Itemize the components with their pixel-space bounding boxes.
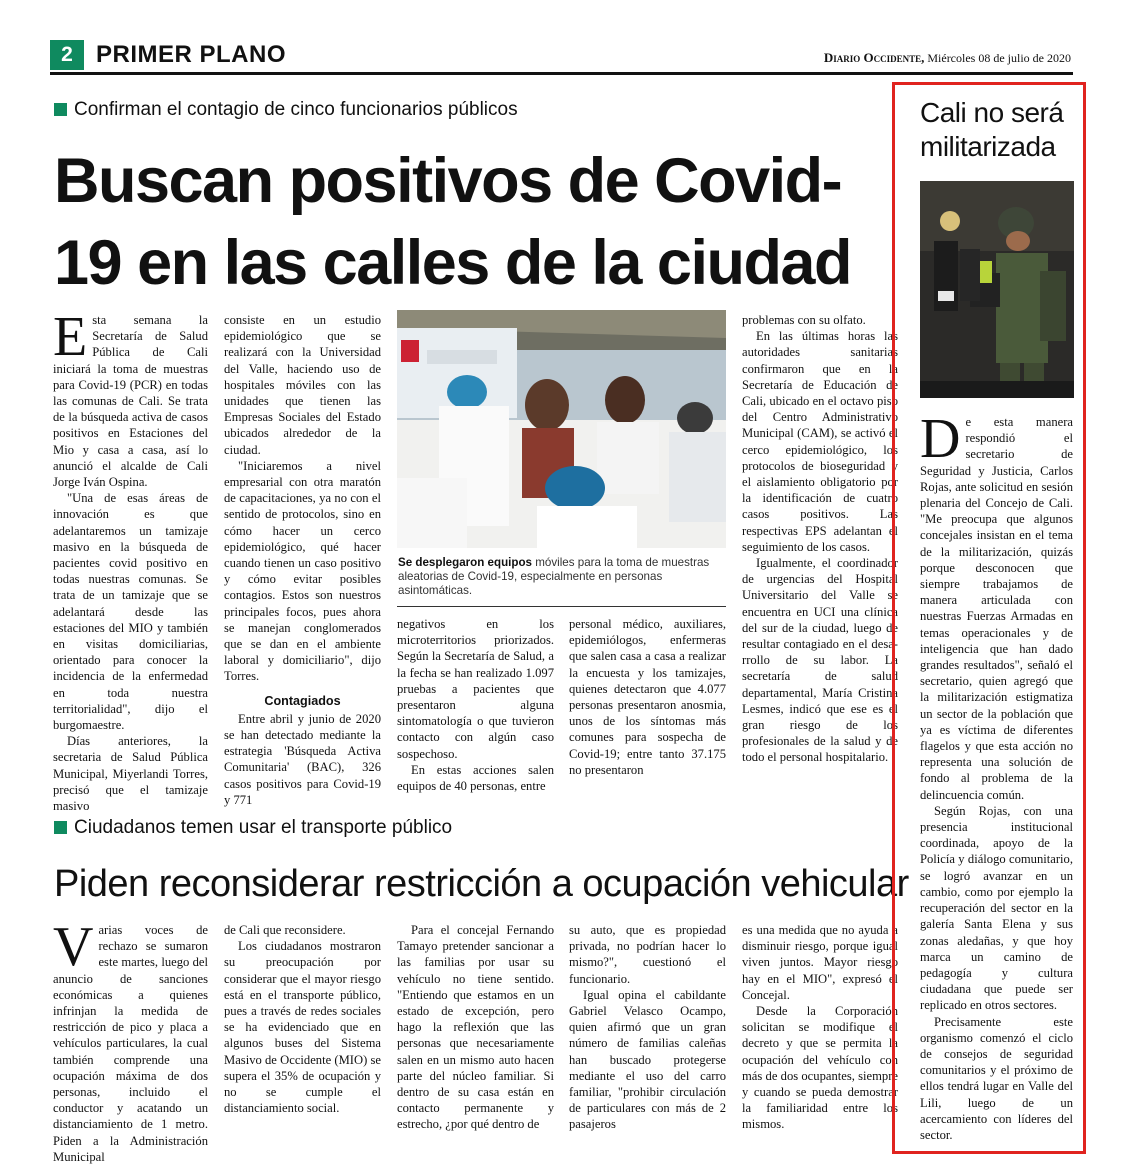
dropcap: D [920,408,961,470]
paragraph: es una medida que no ayuda a disminuir riesgo, porque igual viven juntos. Mayor riesgo hay en el MIO", expresó el Concejal. [742,923,898,1002]
story1-kicker-text: Confirman el contagio de cinco funcionarios públicos [74,99,518,120]
paragraph: arias voces de rechazo se sumaron este martes, luego del anuncio de sanciones económicas a quienes infrinjan la medida de restricción de pico y placa a vehículos particulares, la cual también comprende una ocupación máxima de dos personas, incluido el conductor y acatando un distanciamiento de 1 metro. Piden a la Administración Municipal [53,923,208,1164]
paragraph: Para el concejal Fernando Tamayo pretender sancionar a las familias por usar su vehículo no tiene sentido. "Entiendo que estamos en un estado de excepción, pero hago la reflexión que las personas que necesariamente salen en un mismo auto hacen parte del núcleo familiar. Si dentro de su casa están en contacto permanente y estrecho, ¿por qué dentro de [397,923,554,1132]
paragraph: En estas acciones salen equipos de 40 personas, entre [397,762,554,794]
header-rule [50,72,1073,75]
story1-column-3 [397,616,554,792]
story2-column-3 [397,922,554,1132]
paper-name: Diario Occidente, [823,50,925,65]
paragraph: su auto, que es propiedad privada, no podrían hacer lo mismo?", cuestionó el funcionario. [569,923,726,986]
story1-column-4 [569,616,726,792]
subheading: Contagiados [264,693,341,708]
dropcap: E [53,306,88,368]
story2-headline: Piden reconsiderar restricción a ocupación vehicular [54,863,909,905]
paragraph: problemas con su olfato. [742,313,866,327]
paragraph: sta semana la Secretaría de Salud Pública de Cali iniciará la toma de muestras para Covid-19 (PCR) en todas las comunas de Cali. Se trata de la búsqueda activa de casos positivos en Estaciones del Mio y casa a casa, así lo anunció el alcalde de Cali Jorge Iván Ospina. [53,313,208,490]
covid-testing-photo [397,310,726,548]
soldier-patrol-photo [920,181,1074,398]
masthead [824,50,1071,66]
paragraph: Según Rojas, con una presencia institucional coordinada, apoyo de la Policía y diálogo comunitario, se logró avanzar en un cambio, como por ejemplo la recuperación del sector en la galería Santa Elena y sus zonas aledañas, y que hoy marca un camino de pedagogía y cultura ciudadana que puede ser replicado en otros sectores. [920,803,1073,1013]
caption-text: móviles para la toma de muestras aleatorias de Covid-19, especialmente en personas asintomáticas. [398,556,710,597]
story2-column-1 [53,916,208,1164]
issue-date: Miércoles 08 de julio de 2020 [927,51,1071,65]
paragraph: personal médico, auxiliares, epidemiólogos, enfermeras que salen casa a casa a realizar la encuesta y los tamizajes, quienes detectaron que 4.077 personas presentaron anosmia, unos de los síntomas más comunes para sospecha de Covid-19; entre tanto 37.175 no presentaron [569,617,726,777]
story2-kicker-text: Ciudadanos temen usar el transporte público [74,817,453,838]
paragraph: Igual opina el cabildante Gabriel Velasco Ocampo, quien afirmó que un gran número de familias caleñas han buscado protegerse mediante el uso del carro familiar, "prohibir circulación de particulares con más de 2 pasajeros [569,987,726,1132]
story1-column-1 [53,306,208,814]
story2-column-5 [742,922,898,1132]
story1-column-5 [742,312,898,786]
paragraph: consiste en un estudio epidemiológico que se realizará con la Universidad del Valle, haciendo uso de hospitales móviles con las unidades que tienen las Empresas Sociales del Estado ubicados alrededor de la ciudad. [224,313,381,457]
story1-headline: Buscan positivos de Covid-19 en las calles de la ciudad [54,146,851,298]
paragraph: "Iniciaremos a nivel empresarial con otra maratón de capacitaciones, ya no con el sentido de protocolos, sino en cómo hacer un cerco epidemiológico, qué hacer cuando tienen un caso positivo y cómo evitar posibles contagios. Estos son nuestros principales focos, pues ahora se manejan conglomerados que se dan en el ambiente laboral y domiciliario", dijo Torres. [224,458,381,684]
paragraph: negativos en los microterritorios priorizados. Según la Secretaría de Salud, a la fecha se han realizado 1.097 pruebas a pacientes que presentaron alguna sintomatología o que tuvieron contacto con algún caso sospechoso. [397,617,554,761]
kicker-square-icon [54,821,67,834]
paragraph: En las últimas horas las autoridades sanitarias confirmaron que en la Secretaría de Educación de Cali, ubicado en el octavo piso del Centro Administrativo Municipal (CAM), se activó el cerco epidemiológico, los protocolos de bioseguridad y el aislamiento obligatorio por la identificación de cuatro casos positivos. Las respectivas EPS adelantan el seguimiento de los casos. [742,329,898,554]
sidebar-headline: Cali no será militarizada [920,97,1064,162]
paragraph: Precisamente este organismo comenzó el ciclo de consejos de seguridad comunitarios y el próximo de ellos tendrá lugar en Valle del Lili, luego de un acercamiento con líderes del sector. [920,1014,1073,1142]
paragraph: Los ciudadanos mostraron su preocupación por considerar que el mayor riesgo está en el transporte público, pues a través de redes sociales se ha evidenciado que en algunos buses del Sistema Masivo de Occidente (MIO) se supera el 35% de ocupación y no se cumple el distanciamiento social. [224,939,381,1116]
story1-column-2 [224,312,381,807]
paragraph: de Cali que reconsidere. [224,923,346,937]
paragraph: Igualmente, el coordinador de urgencias del Hospital Universitario del Valle se encuentra en UCI una clínica del sur de la ciudad, luego de resultar contagiado en el desa-rrollo de su labor. La secretaría de salud departamental, María Cristina Lesmes, indicó que ese es el gran riesgo de los profesionales de la salud y de todo el personal hospitalario. [742,556,898,765]
paragraph: Días anteriores, la secretaria de Salud Pública Municipal, Miyerlandi Torres, precisó que el tamizaje masivo [53,734,208,814]
story2-column-4 [569,922,726,1132]
paragraph: Entre abril y junio de 2020 se han detectado mediante la estrategia 'Búsqueda Activa Comunitaria' (BAC), 326 casos positivos para Covid-19 y 771 [224,711,381,807]
caption-lead: Se desplegaron equipos [398,556,533,569]
page-number-badge: 2 [50,40,84,70]
paragraph: "Una de esas áreas de innovación es que adelantaremos un tamizaje masivo en la búsqueda de pacientes covid positivo en todas nuestras comunas. Se trata de un tamizaje que se adelantará desde las estaciones del MIO y también en visitas domiciliarias, orientado para conocer la incidencia de la enfermedad en toda nuestra territorialidad", dijo el burgomaestre. [53,491,208,733]
photo-caption [398,556,724,598]
section-title: PRIMER PLANO [96,41,287,68]
caption-rule [397,606,726,607]
story2-kicker [54,816,884,840]
story1-kicker [54,98,884,122]
story2-column-2 [224,922,381,1132]
paragraph: Desde la Corporación solicitan se modifique el decreto y que se permita la ocupación del vehículo con más de dos ocupantes, siempre y cuando se pueda demostrar la familiaridad entre los mismos. [742,1004,898,1132]
kicker-square-icon [54,103,67,116]
sidebar-body [920,408,1073,1142]
paragraph: e esta manera respondió el secretario de Seguridad y Justicia, Carlos Rojas, ante solicitud en sesión plenaria del Concejo de Cali. "Me preocupa que algunos concejales insistan en el tema de la militarización, quizás porque desconocen que siempre trabajamos de manera articulada con nuestras Fuerzas Armadas en temas operacionales y de inteligencia que han dado grandes resultados", señaló el secretario, quien agregó que la militarización estigmatiza un sector de la población que ya es víctima de diferentes flagelos y que esta acción no representa una solución de fondo al problema de la delincuencia común. [920,415,1073,802]
dropcap: V [53,916,94,978]
